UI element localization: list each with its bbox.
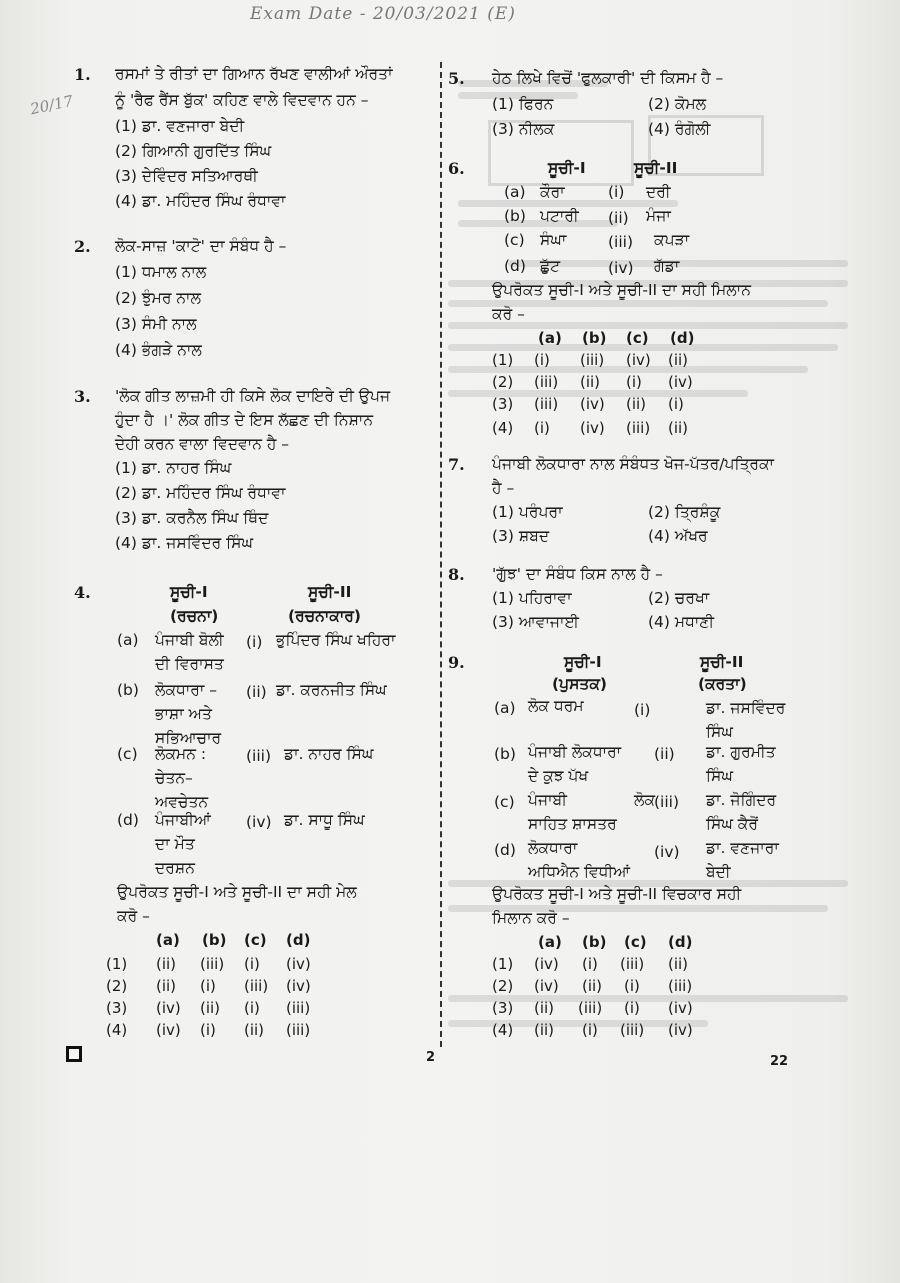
question-text: ਪੰਜਾਬੀ ਲੋਕਧਾਰਾ ਨਾਲ ਸੰਬੰਧਤ ਖੋਜ-ਪੱਤਰ/ਪਤ੍ਰਿਕਾ [492, 455, 774, 473]
list-2-subheader: (ਕਰਤਾ) [698, 675, 747, 693]
grid-col-c: (c) [626, 329, 649, 347]
item-text: ਦੇ ਕੁਝ ਪੱਖ [528, 767, 589, 785]
answer-cell: (iv) [286, 955, 311, 973]
match-label: (iii) [654, 793, 680, 811]
question-1 [70, 62, 440, 212]
item-label: (b) [494, 745, 516, 763]
match-label: (iii) [608, 233, 634, 251]
answer-cell: (ii) [580, 373, 601, 391]
question-4 [70, 580, 440, 1040]
item-text: ਲੋਕਧਾਰਾ – [155, 681, 217, 699]
option-2[interactable]: (2) ਝੁੰਮਰ ਨਾਲ [115, 289, 201, 307]
item-text: ਪੰਜਾਬੀ [528, 791, 567, 809]
question-number: 8. [448, 565, 465, 584]
item-label: (a) [494, 699, 516, 717]
match-text: ਗੱਡਾ [654, 257, 680, 275]
match-label: (i) [608, 183, 625, 201]
list-1-header: ਸੂਚੀ-I [548, 159, 586, 177]
item-text: ਅਵਚੇਤਨ [155, 793, 209, 811]
answer-cell: (iv) [156, 1021, 181, 1039]
list-2-subheader: (ਰਚਨਾਕਾਰ) [288, 607, 361, 625]
answer-cell: (i) [668, 395, 684, 413]
answer-cell: (iii) [578, 999, 603, 1017]
answer-cell: (iii) [534, 373, 559, 391]
answer-cell: (ii) [582, 977, 603, 995]
option-3[interactable]: (3) ਸ਼ਬਦ [492, 527, 550, 545]
option-2[interactable]: (2) ਡਾ. ਮਹਿੰਦਰ ਸਿੰਘ ਰੰਧਾਵਾ [115, 484, 286, 502]
question-7 [448, 452, 848, 552]
answer-cell: (iii) [534, 395, 559, 413]
answer-cell: (ii) [534, 999, 555, 1017]
answer-number: (3) [492, 999, 514, 1017]
match-text: ਡਾ. ਨਾਹਰ ਸਿੰਘ [284, 745, 374, 763]
question-8 [448, 562, 848, 642]
match-text: ਭੁਪਿੰਦਰ ਸਿੰਘ ਖਹਿਰਾ [276, 631, 396, 649]
item-text: ਸਾਹਿਤ ਸ਼ਾਸਤਰ [528, 815, 617, 833]
page-number-right: 22 [770, 1054, 789, 1069]
question-number: 2. [74, 237, 91, 256]
instruction-text: ਉਪਰੋਕਤ ਸੂਚੀ-I ਅਤੇ ਸੂਚੀ-II ਦਾ ਸਹੀ ਮਿਲਾਨ [492, 281, 751, 299]
question-text: ਲੋਕ-ਸਾਜ਼ 'ਕਾਟੋ' ਦਾ ਸੰਬੰਧ ਹੈ – [115, 237, 287, 255]
match-label: (ii) [246, 683, 267, 701]
answer-cell: (ii) [668, 351, 689, 369]
answer-cell: (i) [624, 977, 640, 995]
answer-cell: (ii) [156, 955, 177, 973]
answer-cell: (iv) [668, 1021, 693, 1039]
question-number: 1. [74, 65, 91, 84]
option-2[interactable]: (2) ਚਰਖਾ [648, 589, 710, 607]
match-label: (i) [246, 633, 263, 651]
item-label: (d) [504, 257, 526, 275]
item-text: ਲੋਕ [634, 791, 656, 809]
match-text: ਡਾ. ਕਰਨਜੀਤ ਸਿੰਘ [276, 681, 387, 699]
item-text: ਦੀ ਵਿਰਾਸਤ [155, 655, 224, 673]
answer-number: (4) [492, 1021, 514, 1039]
item-text: ਲੋਕਧਾਰਾ [528, 839, 578, 857]
answer-number: (1) [492, 955, 514, 973]
answer-cell: (ii) [244, 1021, 265, 1039]
option-2[interactable]: (2) ਤ੍ਰਿਸ਼ੰਕੂ [648, 503, 721, 521]
option-4[interactable]: (4) ਰੰਗੋਲੀ [648, 120, 711, 138]
footer-square-mark [66, 1046, 82, 1062]
option-3[interactable]: (3) ਨੀਲਕ [492, 120, 555, 138]
item-text: ਦਾ ਮੌਤ [155, 835, 195, 853]
grid-col-d: (d) [668, 933, 693, 951]
answer-cell: (ii) [668, 955, 689, 973]
option-4[interactable]: (4) ਡਾ. ਜਸਵਿੰਦਰ ਸਿੰਘ [115, 534, 254, 552]
match-text: ਡਾ. ਸਾਧੂ ਸਿੰਘ [284, 811, 365, 829]
question-text: ਹੈ – [492, 479, 515, 497]
item-text: ਕੌਰਾ [540, 183, 565, 201]
answer-cell: (iii) [626, 419, 651, 437]
answer-cell: (iii) [200, 955, 225, 973]
option-4[interactable]: (4) ਅੱਖਰ [648, 527, 708, 545]
answer-number: (4) [492, 419, 514, 437]
answer-cell: (i) [624, 999, 640, 1017]
item-text: ਭਾਸ਼ਾ ਅਤੇ [155, 705, 212, 723]
grid-col-c: (c) [624, 933, 647, 951]
question-9 [448, 650, 848, 1045]
list-2-header: ਸੂਚੀ-II [308, 583, 352, 601]
question-3 [70, 384, 440, 554]
question-number: 7. [448, 455, 465, 474]
grid-col-a: (a) [538, 329, 562, 347]
answer-grid [492, 326, 812, 436]
match-text: ਕਪੜਾ [654, 231, 690, 249]
option-4[interactable]: (4) ਮਧਾਣੀ [648, 613, 715, 631]
grid-col-b: (b) [582, 329, 607, 347]
answer-cell: (ii) [668, 419, 689, 437]
answer-cell: (iv) [534, 955, 559, 973]
item-text: ਚੇਤਨ– [155, 769, 193, 787]
question-number: 6. [448, 159, 465, 178]
answer-cell: (iv) [534, 977, 559, 995]
item-label: (c) [504, 231, 525, 249]
answer-cell: (iv) [626, 351, 651, 369]
answer-number: (2) [106, 977, 128, 995]
grid-col-c: (c) [244, 931, 267, 949]
option-4[interactable]: (4) ਡਾ. ਮਹਿੰਦਰ ਸਿੰਘ ਰੰਧਾਵਾ [115, 192, 286, 210]
answer-grid [106, 928, 426, 1038]
item-label: (b) [504, 207, 526, 225]
question-number: 5. [448, 69, 465, 88]
option-2[interactable]: (2) ਗਿਆਨੀ ਗੁਰਦਿੱਤ ਸਿੰਘ [115, 142, 272, 160]
answer-number: (3) [106, 999, 128, 1017]
answer-number: (2) [492, 373, 514, 391]
match-text: ਦਰੀ [646, 183, 671, 201]
item-label: (d) [494, 841, 516, 859]
list-1-header: ਸੂਚੀ-I [564, 653, 602, 671]
item-text: ਦਰਸ਼ਨ [155, 859, 195, 877]
page-number: 2 [426, 1050, 436, 1065]
grid-col-b: (b) [202, 931, 227, 949]
answer-cell: (i) [582, 955, 598, 973]
answer-cell: (iv) [580, 395, 605, 413]
grid-col-a: (a) [156, 931, 180, 949]
match-label: (ii) [608, 209, 629, 227]
answer-cell: (i) [244, 999, 260, 1017]
match-label: (i) [634, 701, 651, 719]
question-text: ਰਸਮਾਂ ਤੇ ਰੀਤਾਂ ਦਾ ਗਿਆਨ ਰੱਖਣ ਵਾਲੀਆਂ ਔਰਤਾਂ [115, 65, 393, 83]
option-3[interactable]: (3) ਦੇਵਿੰਦਰ ਸਤਿਆਰਥੀ [115, 167, 258, 185]
answer-cell: (iii) [286, 1021, 311, 1039]
instruction-text: ਕਰੋ – [492, 305, 525, 323]
match-label: (iv) [654, 843, 680, 861]
item-text: ਸਭਿਆਚਾਰ [155, 729, 222, 747]
option-1[interactable]: (1) ਧਮਾਲ ਨਾਲ [115, 263, 207, 281]
match-label: (ii) [654, 745, 675, 763]
option-1[interactable]: (1) ਪਹਿਰਾਵਾ [492, 589, 572, 607]
option-4[interactable]: (4) ਭੰਗੜੇ ਨਾਲ [115, 341, 202, 359]
grid-col-a: (a) [538, 933, 562, 951]
answer-cell: (iii) [244, 977, 269, 995]
item-text: ਸੰਘਾ [540, 231, 567, 249]
item-text: ਲੋਕ ਧਰਮ [528, 697, 584, 715]
column-divider [440, 62, 442, 1047]
answer-number: (1) [492, 351, 514, 369]
match-text: ਬੇਦੀ [706, 863, 731, 881]
item-text: ਛੁੱਟ [540, 257, 561, 275]
answer-cell: (i) [244, 955, 260, 973]
match-label: (iv) [608, 259, 634, 277]
question-6 [448, 156, 848, 446]
question-text: ਹੇਠ ਲਿਖੇ ਵਿਚੋਂ 'ਫੁਲਕਾਰੀ' ਦੀ ਕਿਸਮ ਹੈ – [492, 69, 724, 87]
option-1[interactable]: (1) ਪਰੰਪਰਾ [492, 503, 563, 521]
item-label: (a) [117, 631, 139, 649]
answer-cell: (ii) [534, 1021, 555, 1039]
option-3[interactable]: (3) ਡਾ. ਕਰਨੈਲ ਸਿੰਘ ਥਿੰਦ [115, 509, 269, 527]
item-text: ਪੰਜਾਬੀਆਂ [155, 811, 211, 829]
list-2-header: ਸੂਚੀ-II [634, 159, 678, 177]
answer-cell: (ii) [156, 977, 177, 995]
answer-number: (1) [106, 955, 128, 973]
match-label: (iv) [246, 813, 272, 831]
item-label: (c) [117, 745, 138, 763]
option-3[interactable]: (3) ਆਵਾਜਾਈ [492, 613, 579, 631]
answer-cell: (iv) [668, 999, 693, 1017]
match-label: (iii) [246, 747, 272, 765]
question-5 [448, 66, 848, 146]
option-1[interactable]: (1) ਡਾ. ਨਾਹਰ ਸਿੰਘ [115, 459, 232, 477]
answer-cell: (iii) [286, 999, 311, 1017]
question-text: 'ਗੁੱਝ' ਦਾ ਸੰਬੰਧ ਕਿਸ ਨਾਲ ਹੈ – [492, 565, 663, 583]
item-text: ਪਟਾਰੀ [540, 207, 579, 225]
question-number: 3. [74, 387, 91, 406]
answer-cell: (i) [200, 977, 216, 995]
item-label: (c) [494, 793, 515, 811]
handwritten-margin-note: 20/17 [28, 91, 75, 119]
item-label: (d) [117, 811, 139, 829]
answer-number: (3) [492, 395, 514, 413]
answer-cell: (iv) [156, 999, 181, 1017]
option-1[interactable]: (1) ਫਿਰਨ [492, 95, 554, 113]
answer-cell: (iv) [668, 373, 693, 391]
instruction-text: ਮਿਲਾਨ ਕਰੋ – [492, 909, 570, 927]
list-1-header: ਸੂਚੀ-I [170, 583, 208, 601]
answer-cell: (iv) [286, 977, 311, 995]
grid-col-b: (b) [582, 933, 607, 951]
question-text: ਹੁੰਦਾ ਹੈ ।' ਲੋਕ ਗੀਤ ਦੇ ਇਸ ਲੱਛਣ ਦੀ ਨਿਸ਼ਾਨ [115, 411, 374, 429]
answer-number: (4) [106, 1021, 128, 1039]
match-text: ਡਾ. ਗੁਰਮੀਤ [706, 743, 776, 761]
item-text: ਅਧਿਐਨ ਵਿਧੀਆਂ [528, 863, 631, 881]
answer-cell: (i) [534, 419, 550, 437]
answer-cell: (ii) [626, 395, 647, 413]
handwritten-exam-date: Exam Date - 20/03/2021 (E) [250, 4, 516, 24]
item-text: ਪੰਜਾਬੀ ਬੋਲੀ [155, 631, 224, 649]
instruction-text: ਉਪਰੋਕਤ ਸੂਚੀ-I ਅਤੇ ਸੂਚੀ-II ਦਾ ਸਹੀ ਮੇਲ [117, 883, 357, 901]
answer-cell: (i) [582, 1021, 598, 1039]
instruction-text: ਕਰੋ – [117, 907, 150, 925]
answer-grid [492, 930, 812, 1040]
item-text: ਪੰਜਾਬੀ ਲੋਕਧਾਰਾ [528, 743, 622, 761]
answer-cell: (iii) [620, 955, 645, 973]
match-text: ਸਿੰਘ ਕੈਰੋਂ [706, 815, 758, 833]
answer-cell: (iii) [620, 1021, 645, 1039]
list-1-subheader: (ਰਚਨਾ) [170, 607, 219, 625]
match-text: ਸਿੰਘ [706, 723, 733, 741]
answer-cell: (i) [626, 373, 642, 391]
item-label: (a) [504, 183, 526, 201]
option-3[interactable]: (3) ਸੰਮੀ ਨਾਲ [115, 315, 197, 333]
answer-cell: (ii) [200, 999, 221, 1017]
question-text: ਦੇਹੀ ਕਰਨ ਵਾਲਾ ਵਿਦਵਾਨ ਹੈ – [115, 435, 290, 453]
list-1-subheader: (ਪੁਸਤਕ) [552, 675, 607, 693]
match-text: ਡਾ. ਜਸਵਿੰਦਰ [706, 699, 786, 717]
match-text: ਡਾ. ਜੋਗਿੰਦਰ [706, 791, 777, 809]
match-text: ਡਾ. ਵਣਜਾਰਾ [706, 839, 779, 857]
answer-cell: (iii) [668, 977, 693, 995]
answer-cell: (iii) [580, 351, 605, 369]
grid-col-d: (d) [286, 931, 311, 949]
list-2-header: ਸੂਚੀ-II [700, 653, 744, 671]
answer-number: (2) [492, 977, 514, 995]
item-label: (b) [117, 681, 139, 699]
answer-cell: (i) [534, 351, 550, 369]
question-2 [70, 234, 440, 364]
question-number: 9. [448, 653, 465, 672]
answer-cell: (iv) [580, 419, 605, 437]
question-text: 'ਲੋਕ ਗੀਤ ਲਾਜ਼ਮੀ ਹੀ ਕਿਸੇ ਲੋਕ ਦਾਇਰੇ ਦੀ ਉਪਜ [115, 387, 391, 405]
option-1[interactable]: (1) ਡਾ. ਵਣਜਾਰਾ ਬੇਦੀ [115, 117, 245, 135]
question-text: ਨੂੰ 'ਰੈਫ ਰੈਂਸ ਬੁੱਕ' ਕਹਿਣ ਵਾਲੇ ਵਿਦਵਾਨ ਹਨ – [115, 91, 369, 109]
question-number: 4. [74, 583, 91, 602]
option-2[interactable]: (2) ਕੋਮਲ [648, 95, 707, 113]
match-text: ਸਿੰਘ [706, 767, 733, 785]
answer-cell: (i) [200, 1021, 216, 1039]
grid-col-d: (d) [670, 329, 695, 347]
item-text: ਲੋਕਮਨ : [155, 745, 207, 763]
instruction-text: ਉਪਰੋਕਤ ਸੂਚੀ-I ਅਤੇ ਸੂਚੀ-II ਵਿਚਕਾਰ ਸਹੀ [492, 885, 742, 903]
match-text: ਮੰਜਾ [646, 207, 671, 225]
